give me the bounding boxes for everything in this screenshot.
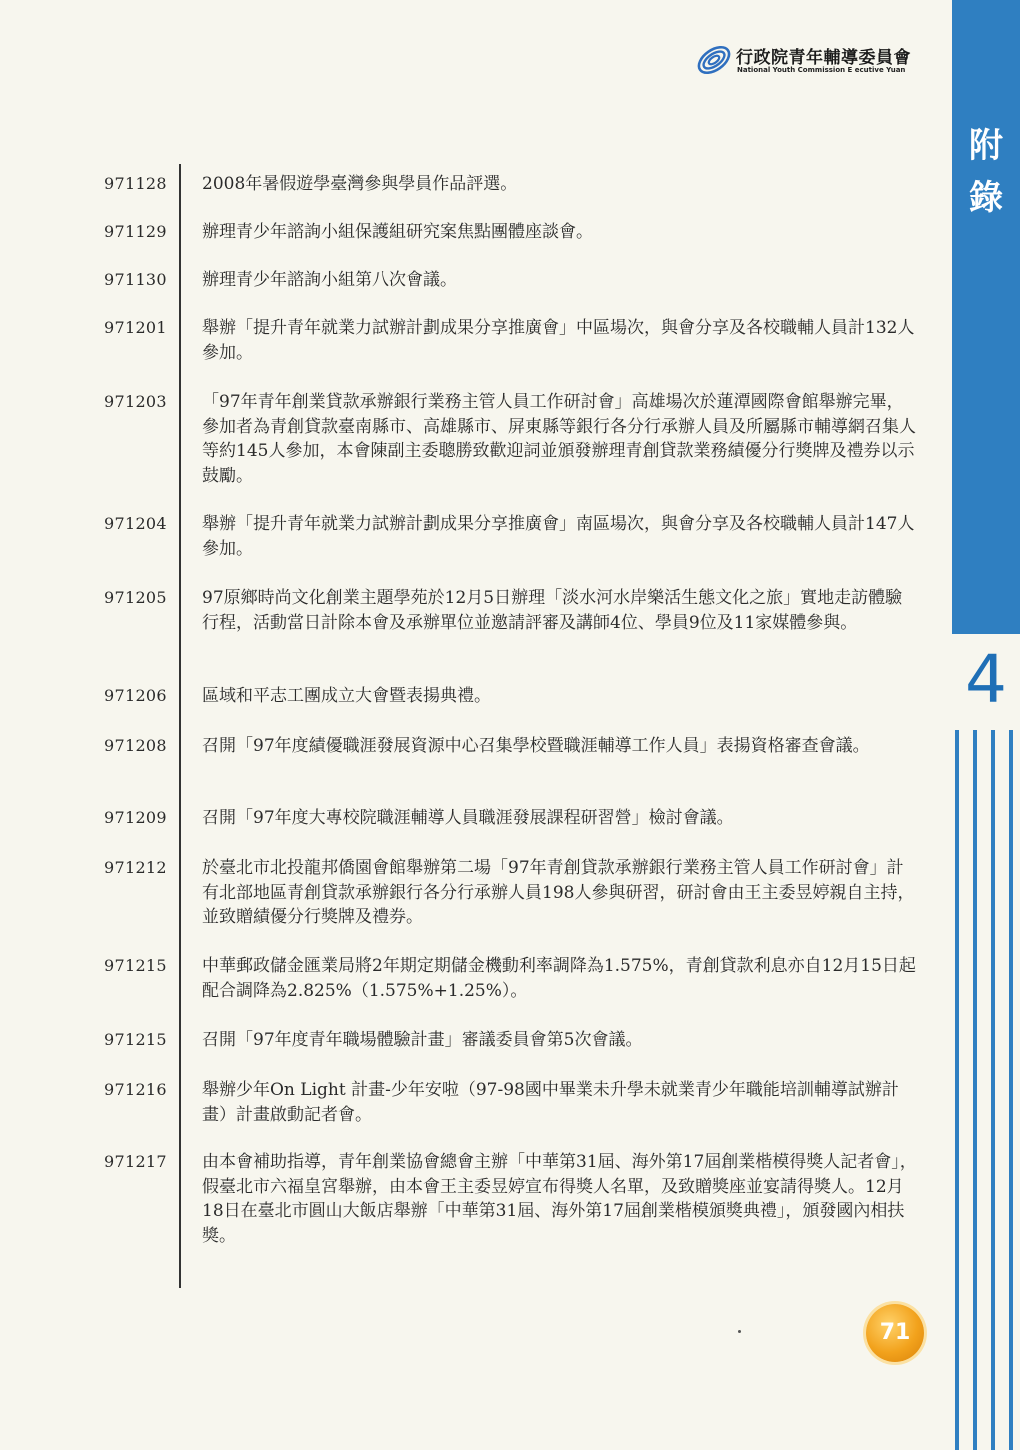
entry-date: 971203 <box>104 392 167 411</box>
entry-text: 舉辦少年On Light 計畫-少年安啦（97-98國中畢業未升學未就業青少年職能培訓輔導試辦計畫）計畫啟動記者會。 <box>202 1080 899 1125</box>
entry-text: 97原鄉時尚文化創業主題學苑於12月5日辦理「淡水河水岸樂活生態文化之旅」實地走訪體驗行程，活動當日計除本會及承辦單位並邀請評審及講師4位、學員9位及11家媒體參與。 <box>202 588 903 633</box>
entry-text: 召開「97年度大專校院職涯輔導人員職涯發展課程研習營」檢討會議。 <box>202 808 734 828</box>
entry-text: 中華郵政儲金匯業局將2年期定期儲金機動利率調降為1.575%，青創貸款利息亦自12月15日起配合調降為2.825%（1.575%+1.25%）。 <box>202 956 916 1001</box>
entry-text: 於臺北市北投龍邦僑園會館舉辦第二場「97年青創貸款承辦銀行業務主管人員工作研討會」計有北部地區青創貸款承辦銀行各分行承辦人員198人參與研習，研討會由王主委昱婷親自主持，並致贈績優分行獎牌及禮券。 <box>202 858 915 927</box>
org-name-en: National Youth Commission E ecutive Yuan <box>737 66 906 74</box>
appendix-label <box>952 120 1020 224</box>
appendix-label-char-2: 錄 <box>969 178 1003 218</box>
speck <box>738 1330 741 1333</box>
entry-text: 「97年青年創業貸款承辦銀行業務主管人員工作研討會」高雄場次於蓮潭國際會館舉辦完畢，參加者為青創貸款臺南縣市、高雄縣市、屏東縣等銀行各分行承辦人員及所屬縣市輔導網召集人等約145人參加，本會陳副主委聰勝致歡迎詞並頒發辦理青創貸款業務績優分行獎牌及禮券以示鼓勵。 <box>202 392 916 486</box>
appendix-label-char-1: 附 <box>969 126 1003 166</box>
org-name-zh: 行政院青年輔導委員會 <box>736 48 911 68</box>
entry-text: 由本會補助指導，青年創業協會總會主辦「中華第31屆、海外第17屆創業楷模得獎人記者會」，假臺北市六福皇宮舉辦，由本會王主委昱婷宣布得獎人名單，及致贈獎座並宴請得獎人。12月18日在臺北市圓山大飯店舉辦「中華第31屆、海外第17屆創業楷模頒獎典禮」，頒發國內相扶獎。 <box>202 1152 917 1246</box>
entry-date: 971130 <box>104 270 167 289</box>
swirl-logo-icon <box>694 40 734 80</box>
chapter-number: 4 <box>965 641 1007 718</box>
entry-text: 2008年暑假遊學臺灣參與學員作品評選。 <box>202 174 518 194</box>
entry-text: 辦理青少年諮詢小組保護組研究案焦點團體座談會。 <box>202 222 593 242</box>
entry-date: 971216 <box>104 1080 167 1099</box>
entry-date: 971201 <box>104 318 167 337</box>
entry-text: 召開「97年度青年職場體驗計畫」審議委員會第5次會議。 <box>202 1030 643 1050</box>
entry-date: 971205 <box>104 588 167 607</box>
timeline-divider <box>179 164 181 1288</box>
entry-text: 辦理青少年諮詢小組第八次會議。 <box>202 270 457 290</box>
entry-date: 971128 <box>104 174 167 193</box>
decorative-stripes <box>955 730 1015 1450</box>
entry-date: 971129 <box>104 222 167 241</box>
entry-text: 區域和平志工團成立大會暨表揚典禮。 <box>202 686 491 706</box>
entry-date: 971206 <box>104 686 167 705</box>
page-number-badge <box>866 1304 924 1362</box>
commission-logo <box>694 40 934 80</box>
page-number: 71 <box>879 1320 911 1345</box>
entry-date: 971215 <box>104 1030 167 1049</box>
appendix-side-band <box>952 0 1020 634</box>
entry-date: 971212 <box>104 858 167 877</box>
entry-text: 舉辦「提升青年就業力試辦計劃成果分享推廣會」南區場次，與會分享及各校職輔人員計147人參加。 <box>202 514 915 559</box>
entry-text: 召開「97年度績優職涯發展資源中心召集學校暨職涯輔導工作人員」表揚資格審查會議。 <box>202 736 870 756</box>
entry-date: 971208 <box>104 736 167 755</box>
entry-text: 舉辦「提升青年就業力試辦計劃成果分享推廣會」中區場次，與會分享及各校職輔人員計132人參加。 <box>202 318 915 363</box>
entry-date: 971217 <box>104 1152 167 1171</box>
entry-date: 971209 <box>104 808 167 827</box>
entry-date: 971204 <box>104 514 167 533</box>
entry-date: 971215 <box>104 956 167 975</box>
